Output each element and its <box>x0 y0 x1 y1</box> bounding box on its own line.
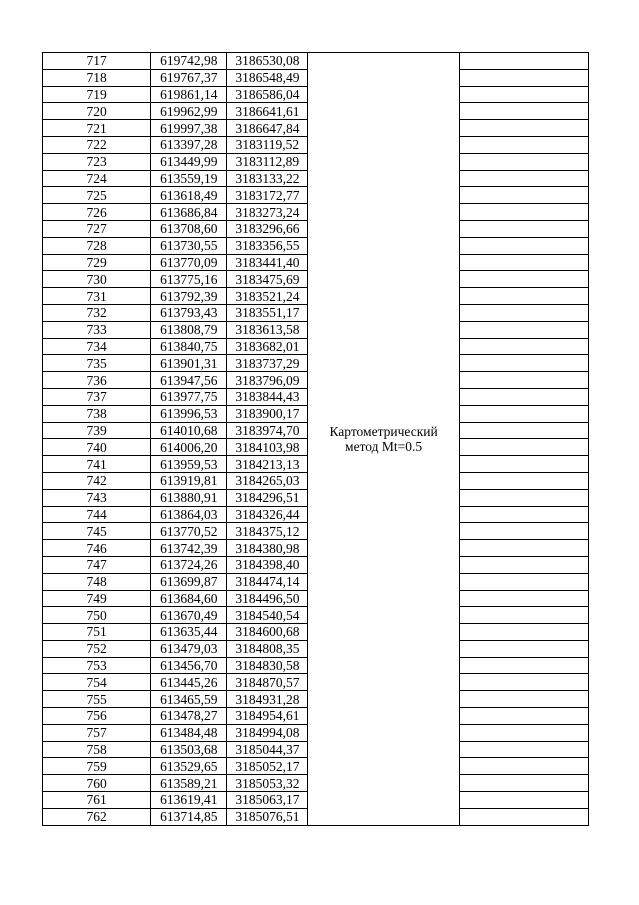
coordinate-x: 613996,53 <box>151 405 227 422</box>
coordinate-y: 3183133,22 <box>227 170 308 187</box>
coordinate-x: 613589,21 <box>151 775 227 792</box>
coordinate-x: 619861,14 <box>151 86 227 103</box>
table-row <box>43 53 589 70</box>
point-number: 742 <box>43 472 151 489</box>
empty-cell <box>459 237 588 254</box>
point-number: 756 <box>43 708 151 725</box>
coordinate-x: 613742,39 <box>151 540 227 557</box>
coordinate-y: 3184375,12 <box>227 523 308 540</box>
point-number: 754 <box>43 674 151 691</box>
empty-cell <box>459 640 588 657</box>
point-number: 740 <box>43 439 151 456</box>
coordinate-x: 613686,84 <box>151 204 227 221</box>
coordinate-x: 613456,70 <box>151 657 227 674</box>
point-number: 725 <box>43 187 151 204</box>
coordinate-y: 3183273,24 <box>227 204 308 221</box>
point-number: 726 <box>43 204 151 221</box>
coordinate-x: 613730,55 <box>151 237 227 254</box>
empty-cell <box>459 204 588 221</box>
empty-cell <box>459 556 588 573</box>
empty-cell <box>459 136 588 153</box>
coordinate-x: 613770,52 <box>151 523 227 540</box>
coordinate-x: 613714,85 <box>151 808 227 825</box>
coordinate-y: 3184380,98 <box>227 540 308 557</box>
point-number: 724 <box>43 170 151 187</box>
coordinate-x: 613445,26 <box>151 674 227 691</box>
empty-cell <box>459 506 588 523</box>
coordinate-y: 3185063,17 <box>227 792 308 809</box>
point-number: 730 <box>43 271 151 288</box>
empty-cell <box>459 220 588 237</box>
coordinate-x: 613724,26 <box>151 556 227 573</box>
empty-cell <box>459 103 588 120</box>
point-number: 744 <box>43 506 151 523</box>
coordinate-x: 613670,49 <box>151 607 227 624</box>
coordinate-x: 613708,60 <box>151 220 227 237</box>
empty-cell <box>459 372 588 389</box>
coordinate-x: 619962,99 <box>151 103 227 120</box>
coordinate-y: 3183475,69 <box>227 271 308 288</box>
empty-cell <box>459 724 588 741</box>
coordinate-y: 3186548,49 <box>227 69 308 86</box>
point-number: 720 <box>43 103 151 120</box>
point-number: 752 <box>43 640 151 657</box>
point-number: 729 <box>43 254 151 271</box>
coordinate-y: 3185076,51 <box>227 808 308 825</box>
coordinate-x: 614006,20 <box>151 439 227 456</box>
empty-cell <box>459 607 588 624</box>
empty-cell <box>459 187 588 204</box>
coordinate-x: 614010,68 <box>151 422 227 439</box>
coordinate-x: 613901,31 <box>151 355 227 372</box>
coordinate-x: 613775,16 <box>151 271 227 288</box>
coordinate-x: 613478,27 <box>151 708 227 725</box>
point-number: 727 <box>43 220 151 237</box>
coordinate-y: 3183737,29 <box>227 355 308 372</box>
point-number: 746 <box>43 540 151 557</box>
coordinate-y: 3184474,14 <box>227 573 308 590</box>
coordinate-y: 3186530,08 <box>227 53 308 70</box>
coordinate-y: 3184954,61 <box>227 708 308 725</box>
coordinate-x: 619767,37 <box>151 69 227 86</box>
coordinates-table <box>42 52 589 826</box>
point-number: 721 <box>43 120 151 137</box>
empty-cell <box>459 338 588 355</box>
coordinate-y: 3183356,55 <box>227 237 308 254</box>
empty-cell <box>459 405 588 422</box>
point-number: 743 <box>43 489 151 506</box>
point-number: 759 <box>43 758 151 775</box>
empty-cell <box>459 657 588 674</box>
coordinate-y: 3184326,44 <box>227 506 308 523</box>
coordinate-x: 613619,41 <box>151 792 227 809</box>
point-number: 728 <box>43 237 151 254</box>
coordinate-x: 613947,56 <box>151 372 227 389</box>
coordinate-y: 3184213,13 <box>227 456 308 473</box>
coordinate-y: 3183172,77 <box>227 187 308 204</box>
coordinate-x: 613808,79 <box>151 321 227 338</box>
coordinate-y: 3184540,54 <box>227 607 308 624</box>
coordinate-y: 3183119,52 <box>227 136 308 153</box>
coordinate-y: 3183682,01 <box>227 338 308 355</box>
empty-cell <box>459 573 588 590</box>
empty-cell <box>459 489 588 506</box>
coordinate-x: 613635,44 <box>151 624 227 641</box>
coordinate-x: 613919,81 <box>151 472 227 489</box>
coordinate-y: 3184265,03 <box>227 472 308 489</box>
empty-cell <box>459 775 588 792</box>
coordinate-x: 613449,99 <box>151 153 227 170</box>
coordinate-x: 613880,91 <box>151 489 227 506</box>
coordinate-x: 613959,53 <box>151 456 227 473</box>
point-number: 734 <box>43 338 151 355</box>
method-cell: Картометрический метод Mt=0.5 <box>308 53 459 826</box>
point-number: 761 <box>43 792 151 809</box>
coordinate-x: 613503,68 <box>151 741 227 758</box>
coordinate-x: 613465,59 <box>151 691 227 708</box>
coordinate-x: 613840,75 <box>151 338 227 355</box>
empty-cell <box>459 355 588 372</box>
coordinate-y: 3184994,08 <box>227 724 308 741</box>
coordinate-y: 3183613,58 <box>227 321 308 338</box>
coordinate-x: 619742,98 <box>151 53 227 70</box>
coordinate-y: 3184808,35 <box>227 640 308 657</box>
coordinate-y: 3185053,32 <box>227 775 308 792</box>
coordinate-y: 3183112,89 <box>227 153 308 170</box>
coordinate-x: 613793,43 <box>151 304 227 321</box>
coordinate-y: 3186641,61 <box>227 103 308 120</box>
point-number: 732 <box>43 304 151 321</box>
empty-cell <box>459 708 588 725</box>
coordinate-y: 3184870,57 <box>227 674 308 691</box>
coordinate-y: 3183551,17 <box>227 304 308 321</box>
empty-cell <box>459 792 588 809</box>
point-number: 738 <box>43 405 151 422</box>
coordinate-x: 613397,28 <box>151 136 227 153</box>
empty-cell <box>459 422 588 439</box>
empty-cell <box>459 540 588 557</box>
point-number: 731 <box>43 288 151 305</box>
empty-cell <box>459 254 588 271</box>
empty-cell <box>459 288 588 305</box>
coordinate-x: 619997,38 <box>151 120 227 137</box>
coordinate-x: 613684,60 <box>151 590 227 607</box>
empty-cell <box>459 674 588 691</box>
coordinate-y: 3185052,17 <box>227 758 308 775</box>
coordinate-x: 613529,65 <box>151 758 227 775</box>
point-number: 753 <box>43 657 151 674</box>
empty-cell <box>459 808 588 825</box>
coordinate-x: 613792,39 <box>151 288 227 305</box>
point-number: 747 <box>43 556 151 573</box>
empty-cell <box>459 304 588 321</box>
coordinate-x: 613770,09 <box>151 254 227 271</box>
point-number: 735 <box>43 355 151 372</box>
point-number: 745 <box>43 523 151 540</box>
point-number: 718 <box>43 69 151 86</box>
point-number: 748 <box>43 573 151 590</box>
point-number: 760 <box>43 775 151 792</box>
point-number: 719 <box>43 86 151 103</box>
point-number: 741 <box>43 456 151 473</box>
coordinate-y: 3183844,43 <box>227 388 308 405</box>
empty-cell <box>459 120 588 137</box>
coordinate-y: 3183974,70 <box>227 422 308 439</box>
point-number: 737 <box>43 388 151 405</box>
point-number: 755 <box>43 691 151 708</box>
coordinate-y: 3183796,09 <box>227 372 308 389</box>
coordinate-y: 3184103,98 <box>227 439 308 456</box>
coordinate-y: 3184830,58 <box>227 657 308 674</box>
empty-cell <box>459 388 588 405</box>
point-number: 750 <box>43 607 151 624</box>
point-number: 757 <box>43 724 151 741</box>
coordinate-y: 3183521,24 <box>227 288 308 305</box>
coordinate-y: 3184496,50 <box>227 590 308 607</box>
point-number: 736 <box>43 372 151 389</box>
coordinate-y: 3184931,28 <box>227 691 308 708</box>
point-number: 751 <box>43 624 151 641</box>
empty-cell <box>459 472 588 489</box>
point-number: 758 <box>43 741 151 758</box>
coordinate-y: 3186647,84 <box>227 120 308 137</box>
coordinate-y: 3184398,40 <box>227 556 308 573</box>
point-number: 723 <box>43 153 151 170</box>
point-number: 762 <box>43 808 151 825</box>
empty-cell <box>459 691 588 708</box>
empty-cell <box>459 153 588 170</box>
empty-cell <box>459 271 588 288</box>
coordinate-y: 3185044,37 <box>227 741 308 758</box>
point-number: 733 <box>43 321 151 338</box>
empty-cell <box>459 170 588 187</box>
coordinate-y: 3186586,04 <box>227 86 308 103</box>
coordinates-table-body <box>43 53 589 826</box>
empty-cell <box>459 741 588 758</box>
coordinate-x: 613864,03 <box>151 506 227 523</box>
empty-cell <box>459 439 588 456</box>
empty-cell <box>459 69 588 86</box>
empty-cell <box>459 758 588 775</box>
empty-cell <box>459 523 588 540</box>
coordinate-y: 3184600,68 <box>227 624 308 641</box>
point-number: 739 <box>43 422 151 439</box>
coordinate-y: 3184296,51 <box>227 489 308 506</box>
empty-cell <box>459 86 588 103</box>
coordinate-y: 3183296,66 <box>227 220 308 237</box>
empty-cell <box>459 321 588 338</box>
coordinate-x: 613699,87 <box>151 573 227 590</box>
coordinate-y: 3183441,40 <box>227 254 308 271</box>
coordinate-x: 613484,48 <box>151 724 227 741</box>
coordinate-x: 613479,03 <box>151 640 227 657</box>
point-number: 749 <box>43 590 151 607</box>
coordinate-x: 613618,49 <box>151 187 227 204</box>
empty-cell <box>459 590 588 607</box>
empty-cell <box>459 624 588 641</box>
empty-cell <box>459 53 588 70</box>
point-number: 717 <box>43 53 151 70</box>
coordinate-x: 613559,19 <box>151 170 227 187</box>
coordinate-x: 613977,75 <box>151 388 227 405</box>
point-number: 722 <box>43 136 151 153</box>
coordinate-y: 3183900,17 <box>227 405 308 422</box>
empty-cell <box>459 456 588 473</box>
